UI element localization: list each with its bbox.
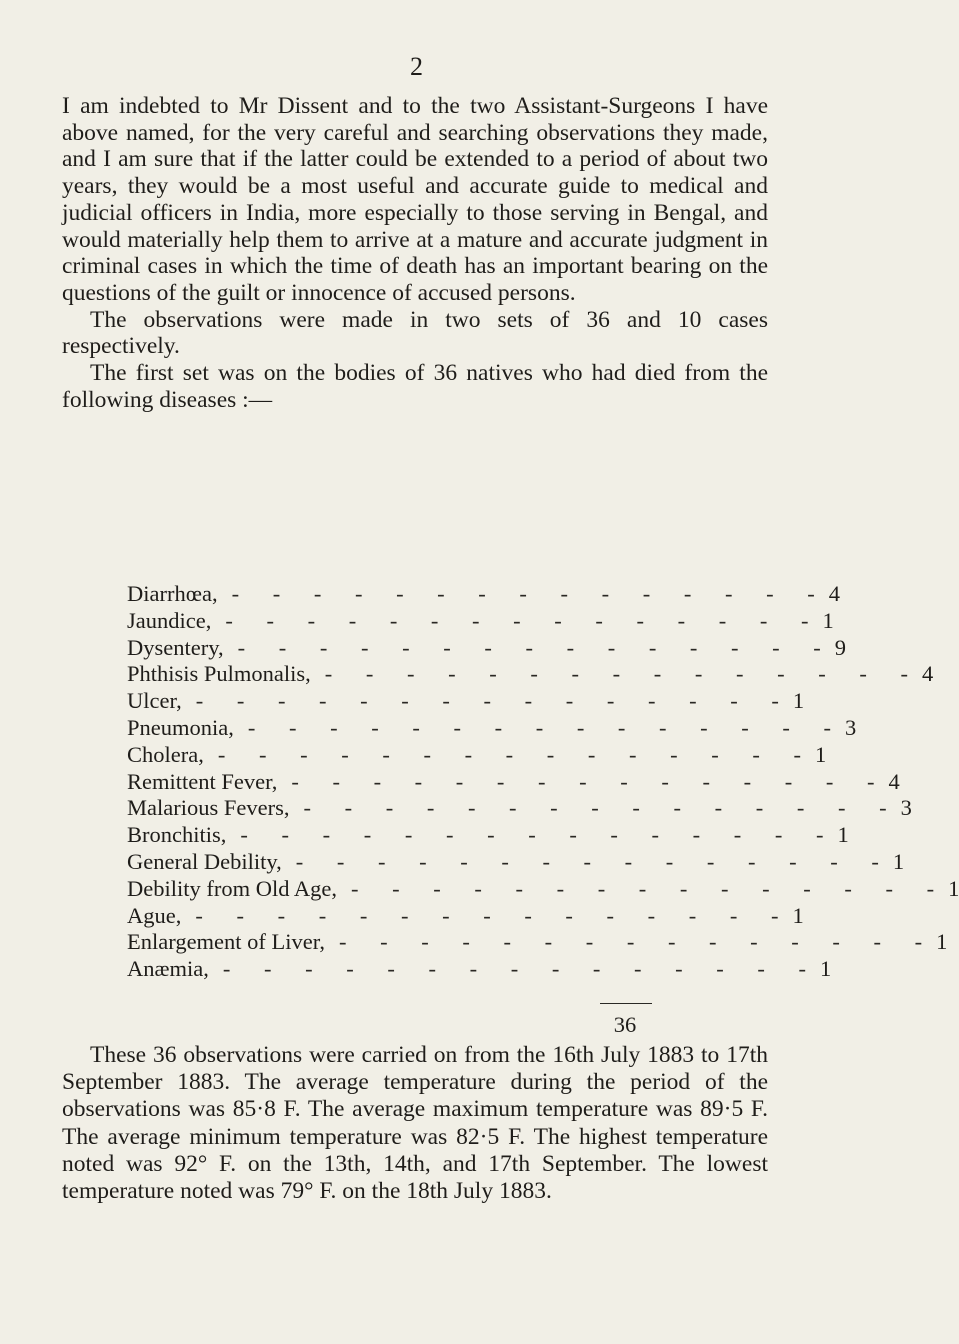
- dot-leader: - - - - - - - - - - - - - - -: [247, 714, 846, 740]
- disease-count: 1: [820, 956, 832, 982]
- disease-name: Phthisis Pulmonalis,: [127, 661, 311, 687]
- table-row: [127, 688, 805, 715]
- total-count: 36: [613, 1012, 637, 1037]
- table-row: [127, 714, 857, 742]
- table-row: [127, 634, 847, 662]
- dot-leader: - - - - - - - - - - - - - - -: [237, 634, 835, 660]
- table-row: [127, 607, 834, 635]
- disease-name: Jaundice,: [127, 607, 212, 633]
- table-row: [127, 661, 934, 688]
- dot-leader: - - - - - - - - - - - - - - -: [291, 768, 889, 794]
- dot-leader: - - - - - - - - - - - - - - -: [324, 661, 922, 687]
- disease-count: 1: [792, 902, 804, 928]
- dot-leader: - - - - - - - - - - - - - - -: [195, 902, 793, 928]
- disease-name: Ague,: [127, 902, 182, 928]
- page-number: 2: [410, 52, 424, 81]
- table-row: [127, 581, 840, 608]
- table-row: [127, 795, 912, 822]
- disease-count: 1: [936, 929, 948, 955]
- table-row: [127, 956, 832, 983]
- paragraph-acknowledgement: I am indebted to Mr Dissent and to the two Assistant-Surgeons I have above named, for the very careful and searching observations they made, and I am sure that if the latter could be extended to a period of about two years, they would be a most useful and accurate guide to medical and judicial officers in India, more especially to those serving in Bengal, and would materially help them to arrive at a mature and accurate judgment in criminal cases in which the time of death has an important bearing on the questions of the guilt or innocence of accused persons.: [62, 93, 768, 306]
- table-row: [127, 875, 959, 903]
- disease-count: 4: [921, 661, 934, 687]
- disease-name: Malarious Fevers,: [127, 795, 290, 821]
- table-row: [127, 768, 900, 796]
- dot-leader: - - - - - - - - - - - - - - -: [217, 741, 815, 767]
- dot-leader: - - - - - - - - - - - - - - -: [195, 688, 793, 714]
- disease-name: Diarrhœa,: [127, 581, 218, 606]
- dot-leader: - - - - - - - - - - - - - - -: [240, 822, 838, 848]
- disease-count: 3: [900, 795, 912, 821]
- table-row: [127, 902, 804, 930]
- disease-name: General Debility,: [127, 848, 282, 874]
- disease-count: 3: [845, 714, 857, 740]
- paragraph-temperatures: These 36 observations were carried on from the 16th July 1883 to 17th September 1883. The average temperature during the period of the observations was 85·8 F. The average maximum temperature was 89·5 F. The average minimum temperature was 82·5 F. The highest temperature noted was 92° F. on the 13th, 14th, and 17th September. The lowest temperature noted was 79° F. on the 18th July 1883.: [62, 1042, 768, 1205]
- disease-count: 1: [815, 741, 827, 767]
- disease-name: Debility from Old Age,: [127, 875, 337, 901]
- total-rule: [600, 1003, 652, 1004]
- disease-name: Cholera,: [127, 741, 204, 767]
- disease-name: Remittent Fever,: [127, 768, 278, 794]
- dot-leader: - - - - - - - - - - - - - - -: [303, 795, 901, 821]
- dot-leader: - - - - - - - - - - - - - - -: [350, 875, 949, 901]
- diseases-table: [127, 581, 959, 983]
- disease-name: Ulcer,: [127, 688, 182, 714]
- disease-count: 1: [892, 848, 905, 874]
- disease-name: Dysentery,: [127, 634, 224, 660]
- disease-name: Pneumonia,: [127, 714, 234, 740]
- disease-count: 1: [822, 607, 834, 633]
- disease-count: 1: [792, 688, 805, 714]
- paragraph-first-set: The first set was on the bodies of 36 natives who had died from the following diseases :—: [62, 360, 768, 413]
- dot-leader: - - - - - - - - - - - - - - -: [222, 956, 821, 982]
- disease-count: 4: [888, 768, 900, 794]
- disease-count: 1: [948, 875, 959, 901]
- disease-count: 1: [837, 822, 849, 848]
- dot-leader: - - - - - - - - - - - - - - -: [225, 607, 823, 633]
- table-row: [127, 929, 948, 956]
- disease-name: Enlargement of Liver,: [127, 929, 325, 955]
- table-row: [127, 848, 905, 876]
- paragraph-observation-sets: The observations were made in two sets of 36 and 10 cases respectively.: [62, 306, 768, 360]
- disease-count: 9: [834, 634, 847, 660]
- intro-text: [62, 93, 768, 413]
- dot-leader: - - - - - - - - - - - - - - -: [295, 848, 893, 874]
- disease-count: 4: [828, 581, 840, 606]
- dot-leader: - - - - - - - - - - - - - - -: [231, 581, 829, 606]
- disease-name: Bronchitis,: [127, 822, 227, 848]
- disease-name: Anæmia,: [127, 956, 209, 982]
- dot-leader: - - - - - - - - - - - - - - -: [339, 929, 937, 955]
- table-row: [127, 741, 827, 769]
- table-row: [127, 822, 849, 849]
